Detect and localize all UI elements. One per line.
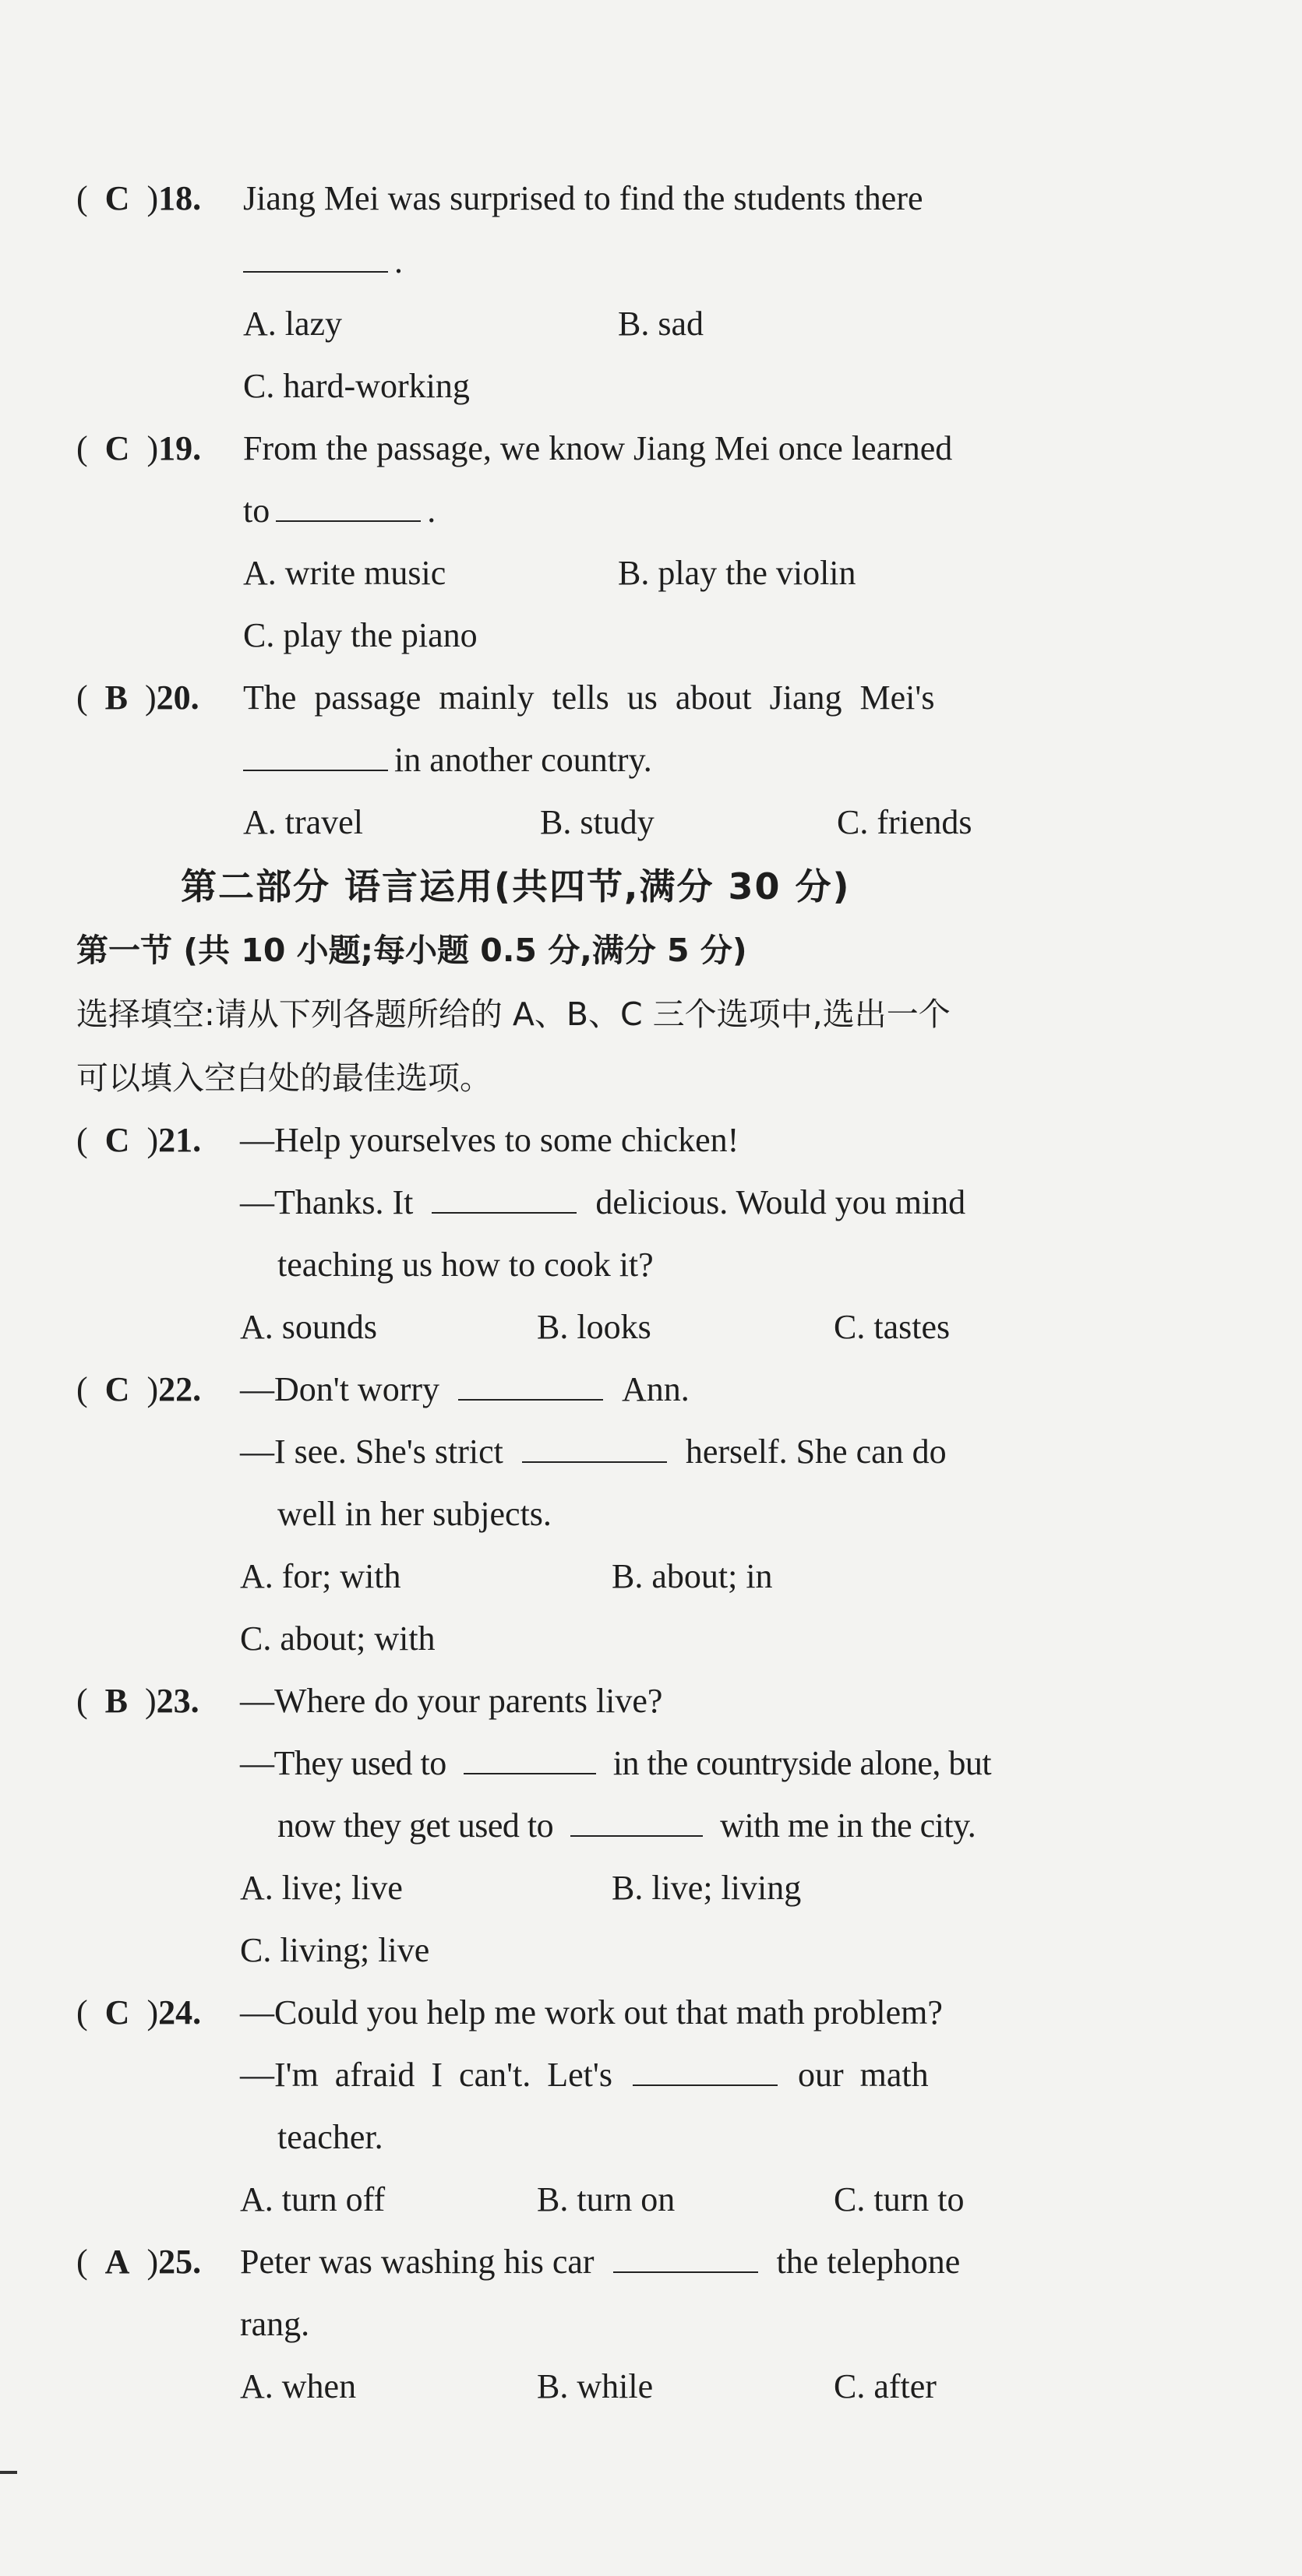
q24-option-b: B. turn on [537, 2180, 676, 2218]
q24-line2: —I'm afraid I can't. Let's our math [240, 2052, 929, 2099]
q20-stem-line2: in another country. [243, 737, 652, 784]
answer-q19: ( C )19. [76, 429, 202, 467]
part2-title: 第二部分 语言运用(共四节,满分 30 分) [181, 865, 851, 907]
q20-option-b: B. study [540, 803, 655, 841]
q25-option-c: C. after [834, 2367, 937, 2405]
section1-instruction-line1: 选择填空:请从下列各题所给的 A、B、C 三个选项中,选出一个 [76, 996, 951, 1033]
section1-instruction-line2: 可以填入空白处的最佳选项。 [76, 1059, 492, 1097]
answer-blank [243, 240, 388, 273]
q22-option-c: C. about; with [240, 1619, 436, 1658]
answer-blank [570, 1804, 703, 1837]
answer-blank [613, 2240, 758, 2273]
q21-option-c: C. tastes [834, 1308, 951, 1346]
q25-line1: Peter was washing his car the telephone [240, 2239, 960, 2285]
q21-line3: teaching us how to cook it? [277, 1246, 654, 1284]
answer-blank [522, 1430, 667, 1463]
q23-line3: now they get used to with me in the city. [277, 1802, 976, 1849]
q22-line1: —Don't worry Ann. [240, 1366, 690, 1413]
q18-option-b: B. sad [618, 305, 704, 343]
answer-blank [464, 1742, 596, 1774]
q22-option-b: B. about; in [612, 1557, 773, 1595]
q22-option-a: A. for; with [240, 1557, 401, 1595]
q22-line2: —I see. She's strict herself. She can do [240, 1429, 947, 1475]
q25-option-b: B. while [537, 2367, 654, 2405]
q18-option-c: C. hard-working [243, 367, 470, 405]
q18-stem-line2: . [243, 238, 403, 285]
q23-option-c: C. living; live [240, 1931, 430, 1969]
q21-line1: —Help yourselves to some chicken! [240, 1121, 739, 1159]
q20-option-c: C. friends [837, 803, 972, 841]
q23-option-b: B. live; living [612, 1869, 802, 1907]
answer-blank [432, 1181, 577, 1214]
q19-option-a: A. write music [243, 554, 446, 592]
answer-q22: ( C )22. [76, 1370, 202, 1408]
q25-option-a: A. when [240, 2367, 357, 2405]
answer-blank [276, 489, 421, 522]
q21-option-a: A. sounds [240, 1308, 378, 1346]
q23-option-a: A. live; live [240, 1869, 403, 1907]
answer-q20: ( B )20. [76, 678, 199, 717]
q24-line1: —Could you help me work out that math problem? [240, 1993, 943, 2032]
q23-line2: —They used to in the countryside alone, but [240, 1740, 991, 1787]
q22-line3: well in her subjects. [277, 1495, 552, 1533]
answer-q24: ( C )24. [76, 1993, 202, 2032]
answer-q18: ( C )18. [76, 179, 202, 217]
answer-q23: ( B )23. [76, 1682, 199, 1720]
q18-stem-line1: Jiang Mei was surprised to find the students there [243, 179, 923, 217]
q23-line1: —Where do your parents live? [240, 1682, 663, 1720]
q21-option-b: B. looks [537, 1308, 651, 1346]
q19-stem-line1: From the passage, we know Jiang Mei once learned [243, 429, 953, 467]
q24-option-c: C. turn to [834, 2180, 965, 2218]
q20-stem-line1: The passage mainly tells us about Jiang Mei's [243, 678, 935, 717]
answer-q21: ( C )21. [76, 1121, 202, 1159]
q19-option-b: B. play the violin [618, 554, 856, 592]
answer-q25: ( A )25. [76, 2243, 202, 2281]
answer-blank [633, 2053, 778, 2086]
q19-stem-line2: to . [243, 488, 436, 534]
q18-option-a: A. lazy [243, 305, 343, 343]
q19-option-c: C. play the piano [243, 616, 478, 654]
section1-heading: 第一节 (共 10 小题;每小题 0.5 分,满分 5 分) [76, 932, 747, 969]
q21-line2: —Thanks. It delicious. Would you mind [240, 1179, 965, 1226]
q20-option-a: A. travel [243, 803, 363, 841]
answer-blank [243, 738, 388, 771]
q25-line2: rang. [240, 2305, 310, 2343]
q24-line3: teacher. [277, 2118, 383, 2156]
q24-option-a: A. turn off [240, 2180, 386, 2218]
answer-blank [458, 1368, 603, 1401]
page-edge-mark [0, 2471, 17, 2474]
